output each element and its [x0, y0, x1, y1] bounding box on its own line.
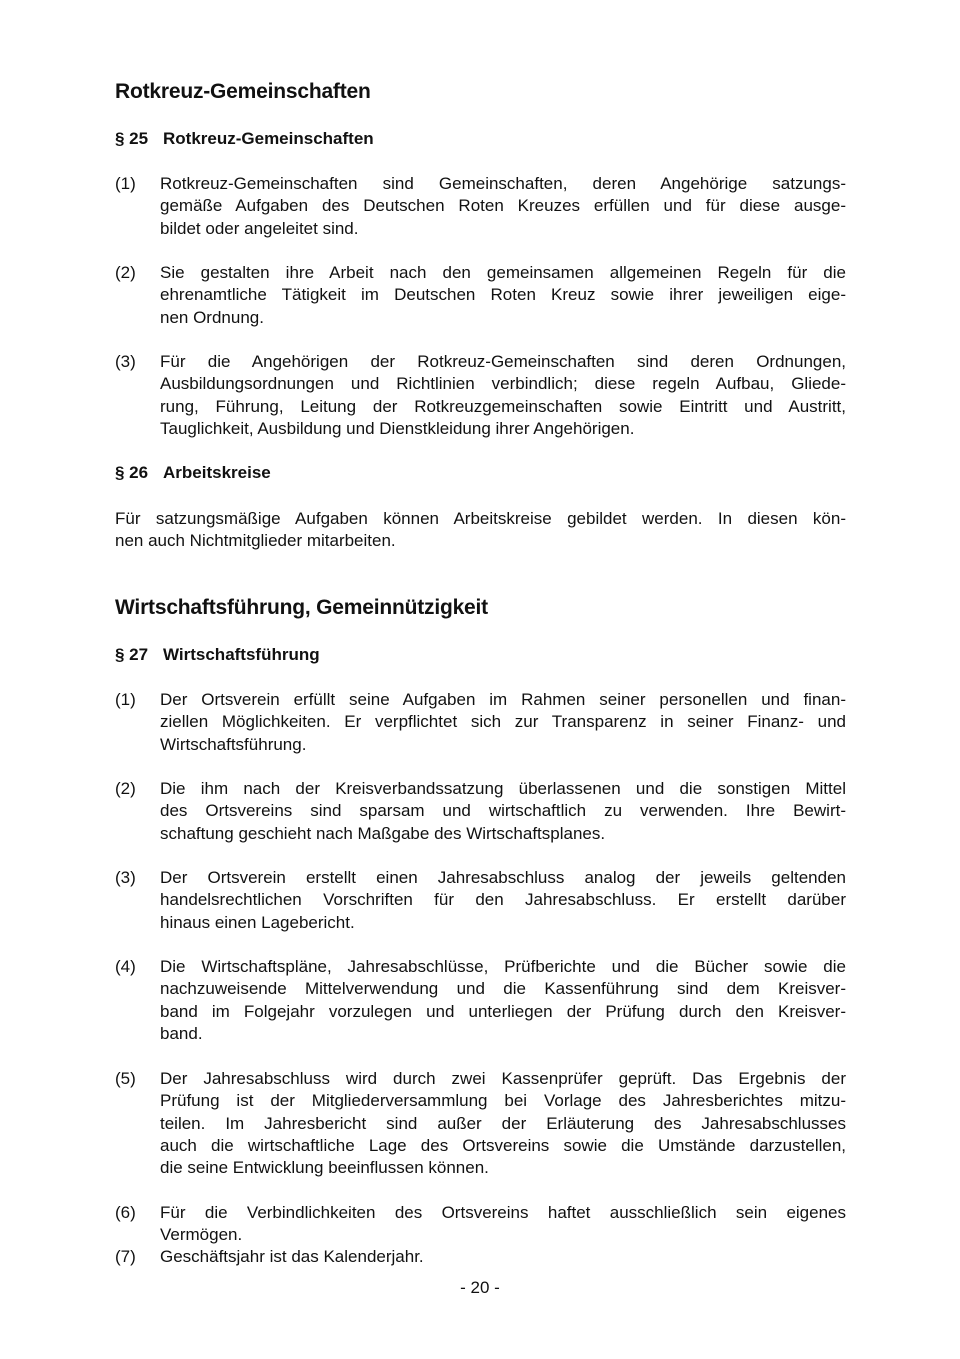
item-number: (7) [115, 1247, 136, 1266]
item-text [160, 1068, 846, 1179]
text-line: Der Jahresabschluss wird durch zwei Kassenprüfer geprüft. Das Ergebnis der [160, 1069, 846, 1088]
text-line: Tauglichkeit, Ausbildung und Dienstkleidung ihrer Angehörigen. [160, 418, 635, 438]
text-line: Für die Angehörigen der Rotkreuz-Gemeinschaften sind deren Ordnungen, [160, 352, 846, 371]
text-line: Für satzungsmäßige Aufgaben können Arbeitskreise gebildet werden. In diesen kön- [115, 509, 846, 528]
text-line: auch die wirtschaftliche Lage des Ortsvereins sowie die Umstände darzustellen, [160, 1135, 846, 1155]
paragraph-number: § 25 [115, 129, 149, 148]
text-line: ziellen Möglichkeiten. Er verpflichtet sich zur Transparenz in seiner Finanz- und [160, 712, 846, 732]
item-number: (1) [115, 174, 136, 193]
text-line: Der Ortsverein erfüllt seine Aufgaben im Rahmen seiner personellen und finan- [160, 690, 846, 709]
text-line: handelsrechtlichen Vorschriften für den Jahresabschluss. Er erstellt darüber [160, 890, 846, 910]
paragraph-text [115, 508, 846, 553]
item-number: (3) [115, 352, 136, 371]
item-number: (1) [115, 690, 136, 709]
item-text [160, 956, 846, 1045]
text-line: Ausbildungsordnungen und Richtlinien verbindlich; diese regeln Aufbau, Gliede- [160, 374, 846, 394]
section-heading: Rotkreuz-Gemeinschaften [115, 80, 371, 103]
text-line: Für die Verbindlichkeiten des Ortsvereins haftet ausschließlich sein eigenes [160, 1203, 846, 1222]
section-heading: Wirtschaftsführung, Gemeinnützigkeit [115, 596, 488, 619]
text-line: des Ortsvereins sind sparsam und wirtschaftlich zu verwenden. Ihre Bewirt- [160, 801, 846, 821]
item-number: (4) [115, 957, 136, 976]
item-text [160, 1202, 846, 1247]
text-line: hinaus einen Lagebericht. [160, 912, 355, 932]
paragraph-title: Wirtschaftsführung [163, 645, 320, 664]
text-line: Vermögen. [160, 1225, 243, 1245]
text-line: Wirtschaftsführung. [160, 734, 307, 754]
text-line: Die Wirtschaftspläne, Jahresabschlüsse, Prüfberichte und die Bücher sowie die [160, 957, 846, 976]
text-line: nachzuweisende Mittelverwendung und die Kassenführung sind dem Kreisver- [160, 979, 846, 999]
item-text [160, 1246, 846, 1268]
item-text [160, 778, 846, 845]
text-line: nen auch Nichtmitglieder mitarbeiten. [115, 531, 396, 551]
paragraph-number: § 27 [115, 645, 149, 664]
text-line: teilen. Im Jahresbericht sind außer der Erläuterung des Jahresabschlusses [160, 1113, 846, 1133]
page-number: - 20 - [460, 1278, 500, 1297]
paragraph-title: Rotkreuz-Gemeinschaften [163, 129, 374, 148]
item-number: (5) [115, 1069, 136, 1088]
text-line: rung, Führung, Leitung der Rotkreuzgemeinschaften sowie Eintritt und Austritt, [160, 396, 846, 416]
text-line: Geschäftsjahr ist das Kalenderjahr. [160, 1247, 424, 1266]
text-line: schaftung geschieht nach Maßgabe des Wirtschaftsplanes. [160, 823, 606, 843]
text-line: band im Folgejahr vorzulegen und unterliegen der Prüfung durch den Kreisver- [160, 1001, 846, 1021]
text-line: Sie gestalten ihre Arbeit nach den gemeinsamen allgemeinen Regeln für die [160, 263, 846, 282]
text-line: Prüfung ist der Mitgliederversammlung bei Vorlage des Jahresberichtes mitzu- [160, 1091, 846, 1111]
paragraph-number: § 26 [115, 463, 149, 482]
text-line: band. [160, 1023, 203, 1043]
text-line: Rotkreuz-Gemeinschaften sind Gemeinschaften, deren Angehörige satzungs- [160, 174, 846, 193]
item-text [160, 867, 846, 934]
text-line: ehrenamtliche Tätigkeit im Deutschen Roten Kreuz sowie ihrer jeweiligen eige- [160, 285, 846, 305]
item-number: (3) [115, 868, 136, 887]
text-line: nen Ordnung. [160, 307, 264, 327]
item-number: (6) [115, 1203, 136, 1222]
item-text [160, 351, 846, 440]
text-line: Die ihm nach der Kreisverbandssatzung überlassenen und die sonstigen Mittel [160, 779, 846, 798]
text-line: die seine Entwicklung beeinflussen können. [160, 1158, 489, 1178]
item-number: (2) [115, 779, 136, 798]
item-number: (2) [115, 263, 136, 282]
item-text [160, 262, 846, 329]
item-text [160, 173, 846, 240]
paragraph-heading [115, 129, 374, 149]
paragraph-title: Arbeitskreise [163, 463, 271, 482]
item-text [160, 689, 846, 756]
paragraph-heading [115, 463, 271, 483]
text-line: bildet oder angeleitet sind. [160, 218, 359, 238]
text-line: gemäße Aufgaben des Deutschen Roten Kreuzes erfüllen und für diese ausge- [160, 196, 846, 216]
paragraph-heading [115, 645, 320, 665]
text-line: Der Ortsverein erstellt einen Jahresabschluss analog der jeweils geltenden [160, 868, 846, 887]
